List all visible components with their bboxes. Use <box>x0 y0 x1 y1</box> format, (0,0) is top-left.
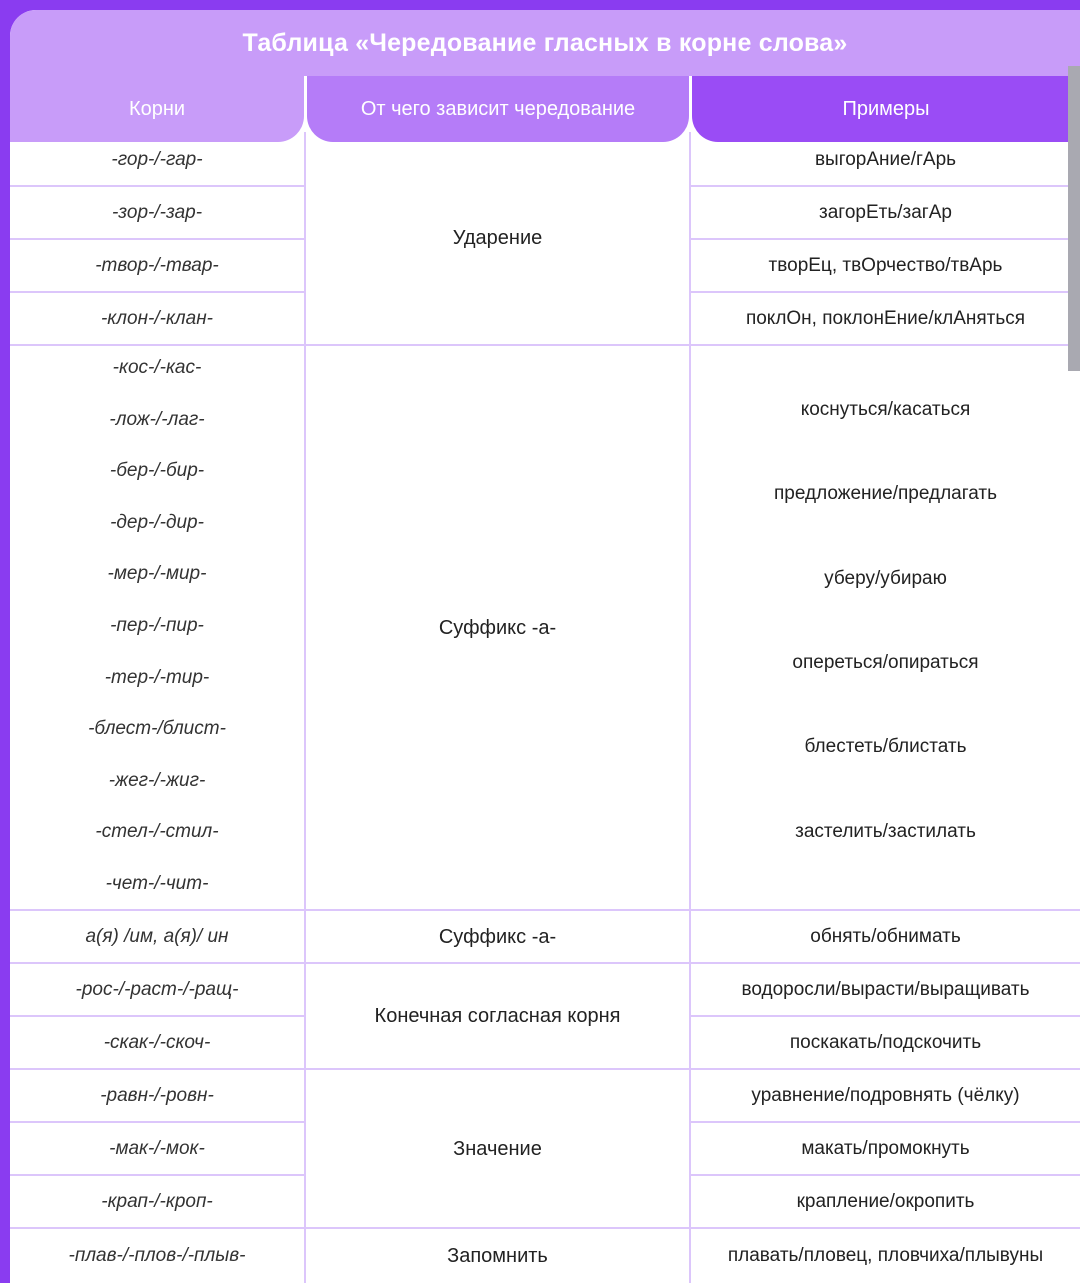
table-card <box>10 10 1080 1283</box>
example-cell: крапление/окропить <box>796 1190 975 1212</box>
depends-cell-meaning: Значение <box>453 1137 542 1160</box>
depends-cell-remember: Запомнить <box>447 1245 548 1267</box>
scrollbar[interactable] <box>1068 66 1080 371</box>
root-cell: -стел-/-стил- <box>95 820 219 842</box>
depends-cell-stress: Ударение <box>452 227 543 249</box>
root-cell: -плав-/-плов-/-плыв- <box>68 1245 246 1266</box>
root-cell: -блест-/блист- <box>88 717 226 739</box>
root-cell: -скак-/-скоч- <box>103 1031 211 1053</box>
table-title: Таблица «Чередование гласных в корне слова» <box>10 10 1080 76</box>
root-cell: -мак-/-мок- <box>109 1137 205 1159</box>
example-cell: обнять/обнимать <box>810 925 961 947</box>
root-cell: -лож-/-лаг- <box>109 408 205 430</box>
example-cell: макать/промокнуть <box>801 1137 970 1159</box>
example-cell: блестеть/блистать <box>804 736 967 757</box>
example-cell: уберу/убираю <box>824 568 947 589</box>
root-cell: -пер-/-пир- <box>110 614 204 636</box>
root-cell: -дер-/-дир- <box>110 511 204 533</box>
root-cell: -клон-/-клан- <box>100 307 213 329</box>
root-cell: -бер-/-бир- <box>109 459 205 481</box>
depends-cell-suffix-2: Суффикс -а- <box>438 925 557 948</box>
column-header-depends: От чего зависит чередование <box>307 76 689 142</box>
column-header-roots: Корни <box>10 76 304 142</box>
root-cell: -твор-/-твар- <box>95 254 219 276</box>
example-cell: предложение/предлагать <box>774 483 997 504</box>
example-cell: опереться/опираться <box>792 652 979 673</box>
root-cell: -тер-/-тир- <box>104 666 210 688</box>
root-cell: -рос-/-раст-/-ращ- <box>75 978 239 1000</box>
example-cell: коснуться/касаться <box>800 399 971 420</box>
column-header-examples: Примеры <box>692 76 1080 142</box>
root-cell: а(я) /им, а(я)/ ин <box>85 925 229 947</box>
example-cell: выгорАние/гАрь <box>814 148 957 170</box>
example-cell: поскакать/подскочить <box>789 1031 982 1053</box>
example-cell: плавать/пловец, пловчиха/плывуны <box>727 1245 1044 1266</box>
example-cell: застелить/застилать <box>795 821 976 842</box>
root-cell: -крап-/-кроп- <box>101 1190 213 1212</box>
example-cell: водоросли/вырасти/выращивать <box>741 978 1030 1000</box>
root-cell: -кос-/-кас- <box>112 356 202 378</box>
root-cell: -гор-/-гар- <box>111 148 203 170</box>
root-cell: -жег-/-жиг- <box>108 769 206 791</box>
root-cell: -зор-/-зар- <box>111 201 203 223</box>
root-cell: -равн-/-ровн- <box>100 1084 214 1106</box>
example-cell: поклОн, поклонЕние/клАняться <box>745 307 1026 329</box>
example-cell: загорЕть/загАр <box>819 201 952 223</box>
example-cell: уравнение/подровнять (чёлку) <box>751 1084 1020 1106</box>
root-cell: -чет-/-чит- <box>105 872 209 894</box>
depends-cell-suffix: Суффикс -а- <box>438 616 557 639</box>
root-cell: -мер-/-мир- <box>107 562 207 584</box>
example-cell: творЕц, твОрчество/твАрь <box>768 254 1003 276</box>
depends-cell-consonant: Конечная согласная корня <box>374 1005 621 1027</box>
